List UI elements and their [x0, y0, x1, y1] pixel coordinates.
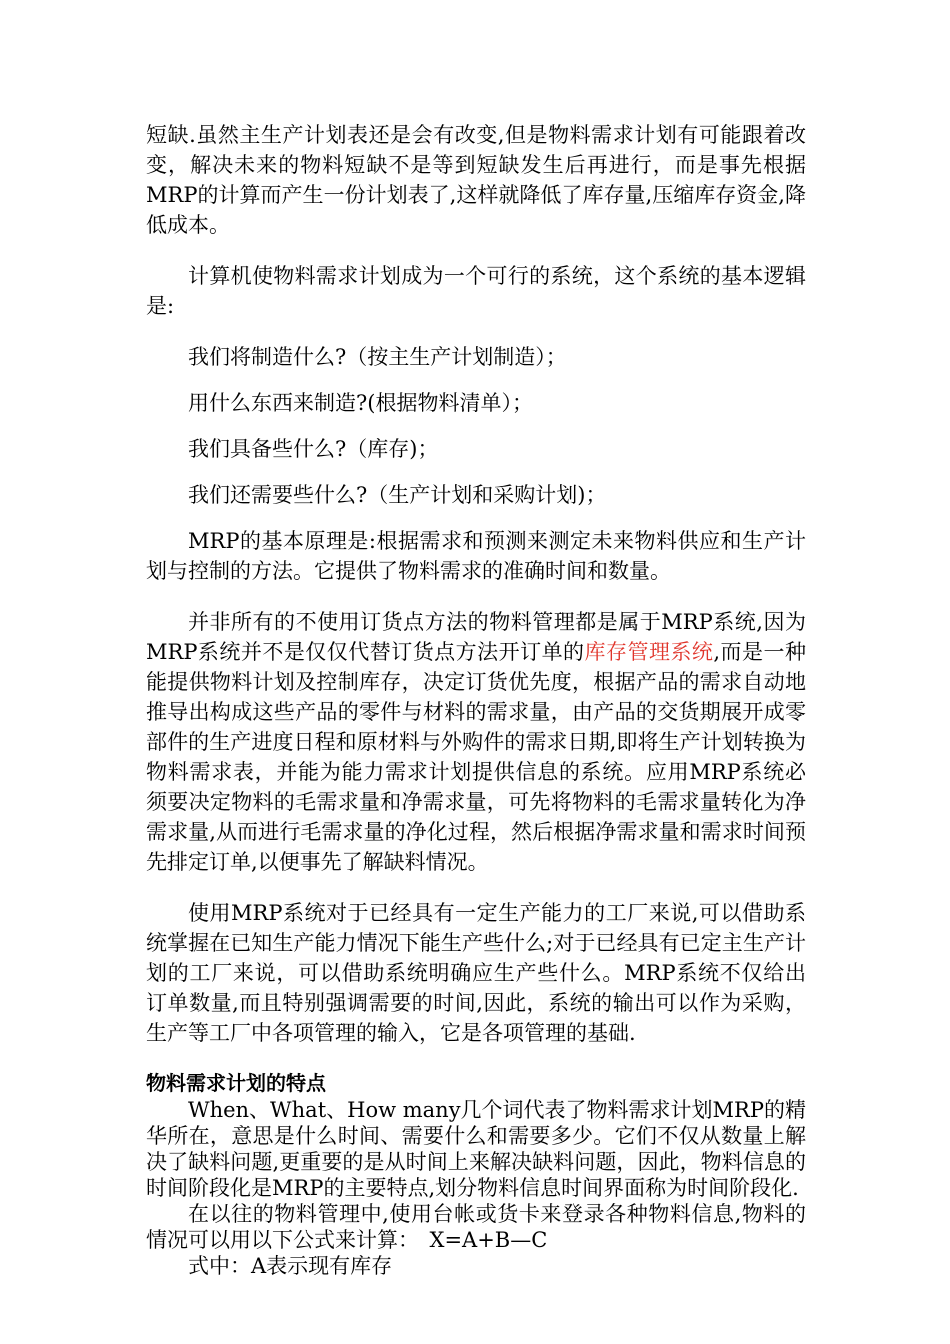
paragraph-mrp-system — [146, 607, 806, 877]
paragraph-mrp-principle: MRP的基本原理是:根据需求和预测来测定未来物料供应和生产计划与控制的方法。它提供了物料需求的准确时间和数量。 — [146, 529, 806, 583]
inventory-management-link[interactable]: 库存管理系统 — [584, 640, 714, 664]
paragraph-basic-logic: 计算机使物料需求计划成为一个可行的系统，这个系统的基本逻辑是: — [146, 264, 806, 318]
question-what-we-have: 我们具备些什么?（库存)； — [188, 437, 439, 461]
document-page — [146, 120, 806, 1279]
paragraph-mrp-system-part-b: ,而是一种能提供物料计划及控制库存，决定订货优先度，根据产品的需求自动地推导出构成这些产品的零件与材料的需求量，由产品的交货期展开成零部件的生产进度日程和原材料与外购件的需求日期,即将生产计划转换为物料需求表，并能为能力需求计划提供信息的系统。应用MRP系统必须要决定物料的毛需求量和净需求量，可先将物料的毛需求量转化为净需求量,从而进行毛需求量的净化过程，然后根据净需求量和需求时间预先排定订单,以便事先了解缺料情况。 — [146, 640, 806, 874]
question-what-we-need: 我们还需要些什么?（生产计划和采购计划)； — [188, 483, 607, 507]
question-what-materials: 用什么东西来制造?(根据物料清单）； — [188, 391, 533, 415]
paragraph-shortage-intro: 短缺.虽然主生产计划表还是会有改变,但是物料需求计划有可能跟着改变，解决未来的物料短缺不是等到短缺发生后再进行，而是事先根据MRP的计算而产生一份计划表了,这样就降低了库存量,压缩库存资金,降低成本。 — [146, 123, 806, 237]
section-heading-features: 物料需求计划的特点 — [146, 1071, 326, 1095]
paragraph-formula: 在以往的物料管理中,使用台帐或货卡来登录各种物料信息,物料的情况可以用以下公式来计算： X=A+B—C — [146, 1202, 806, 1252]
paragraph-when-what-how: When、What、How many几个词代表了物料需求计划MRP的精华所在，意思是什么时间、需要什么和需要多少。它们不仅从数量上解决了缺料问题,更重要的是从时间上来解决缺料问题，因此，物料信息的时间阶段化是MRP的主要特点,划分物料信息时间界面称为时间阶段化. — [146, 1098, 807, 1200]
paragraph-mrp-usage: 使用MRP系统对于已经具有一定生产能力的工厂来说,可以借助系统掌握在已知生产能力情况下能生产些什么;对于已经具有已定主生产计划的工厂来说，可以借助系统明确应生产些什么。MRP系统不仅给出订单数量,而且特别强调需要的时间,因此，系统的输出可以作为采购，生产等工厂中各项管理的输入，它是各项管理的基础. — [146, 901, 806, 1045]
question-what-to-make: 我们将制造什么?（按主生产计划制造）； — [188, 345, 567, 369]
paragraph-mrp-system-part-a: 并非所有的不使用订货点方法的物料管理都是属于MRP系统,因为MRP系统并不是仅仅代替订货点方法开订单的 — [146, 610, 806, 664]
paragraph-formula-legend: 式中：A表示现有库存 — [188, 1254, 393, 1278]
